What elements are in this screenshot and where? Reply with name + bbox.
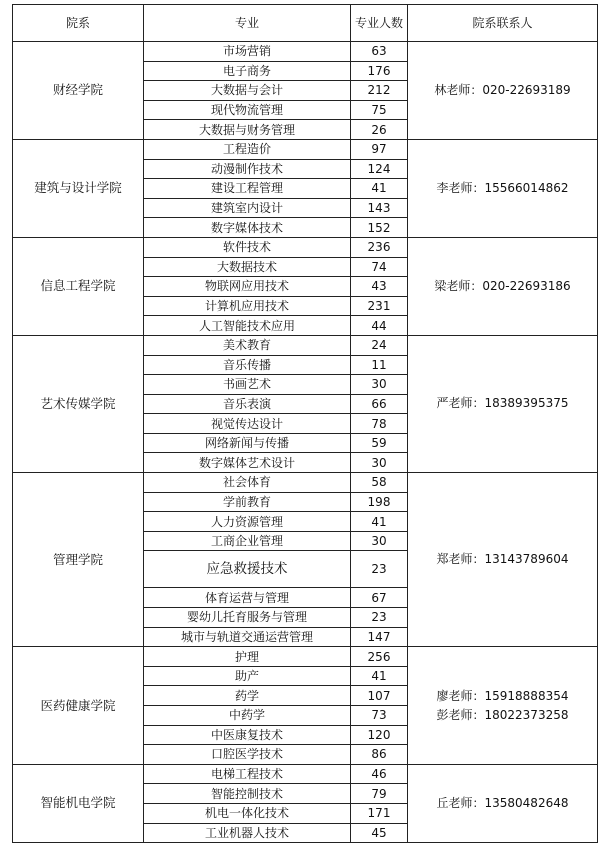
major-count: 152 <box>351 218 408 238</box>
table-row <box>13 42 598 62</box>
department-name: 医药健康学院 <box>13 647 144 765</box>
major-name: 大数据与财务管理 <box>144 120 351 140</box>
major-name: 中药学 <box>144 706 351 726</box>
major-name: 书画艺术 <box>144 375 351 395</box>
major-name: 数字媒体艺术设计 <box>144 453 351 473</box>
major-count: 24 <box>351 335 408 355</box>
major-name: 大数据与会计 <box>144 81 351 101</box>
department-contact <box>408 42 598 140</box>
major-name: 药学 <box>144 686 351 706</box>
major-name: 工业机器人技术 <box>144 823 351 843</box>
major-count: 11 <box>351 355 408 375</box>
department-name: 建筑与设计学院 <box>13 139 144 237</box>
department-contact <box>408 237 598 335</box>
major-name: 数字媒体技术 <box>144 218 351 238</box>
major-name: 网络新闻与传播 <box>144 433 351 453</box>
major-name: 助产 <box>144 666 351 686</box>
major-name: 建设工程管理 <box>144 179 351 199</box>
major-count: 256 <box>351 647 408 667</box>
header-major: 专业 <box>144 5 351 42</box>
major-count: 97 <box>351 139 408 159</box>
table-body <box>13 42 598 843</box>
major-count: 30 <box>351 453 408 473</box>
major-count: 26 <box>351 120 408 140</box>
major-count: 78 <box>351 414 408 434</box>
major-count: 236 <box>351 237 408 257</box>
major-count: 107 <box>351 686 408 706</box>
department-contact <box>408 473 598 647</box>
major-count: 147 <box>351 627 408 647</box>
major-count: 86 <box>351 745 408 765</box>
major-name: 电梯工程技术 <box>144 764 351 784</box>
header-dept: 院系 <box>13 5 144 42</box>
major-name: 人工智能技术应用 <box>144 316 351 336</box>
major-name: 城市与轨道交通运营管理 <box>144 627 351 647</box>
department-contact <box>408 139 598 237</box>
major-count: 143 <box>351 198 408 218</box>
major-count: 45 <box>351 823 408 843</box>
major-count: 59 <box>351 433 408 453</box>
major-count: 198 <box>351 492 408 512</box>
table-row <box>13 237 598 257</box>
major-count: 74 <box>351 257 408 277</box>
major-name: 动漫制作技术 <box>144 159 351 179</box>
department-contact <box>408 764 598 842</box>
contact-line: 郑老师：13143789604 <box>436 552 569 567</box>
department-contact <box>408 335 598 472</box>
header-row <box>13 5 598 42</box>
major-count: 58 <box>351 473 408 493</box>
contact-line: 林老师：020-22693189 <box>434 82 571 97</box>
department-contact <box>408 647 598 765</box>
contact-line: 丘老师：13580482648 <box>436 795 569 810</box>
major-name: 美术教育 <box>144 335 351 355</box>
major-name: 人力资源管理 <box>144 512 351 532</box>
major-name: 音乐表演 <box>144 394 351 414</box>
major-count: 79 <box>351 784 408 804</box>
major-name: 软件技术 <box>144 237 351 257</box>
major-name: 中医康复技术 <box>144 725 351 745</box>
contact-line: 廖老师：15918888354 <box>436 688 569 703</box>
table-row <box>13 764 598 784</box>
table-row <box>13 647 598 667</box>
major-name: 学前教育 <box>144 492 351 512</box>
contact-line: 李老师：15566014862 <box>436 180 569 195</box>
major-name: 应急救援技术 <box>144 551 351 588</box>
header-contact: 院系联系人 <box>408 5 598 42</box>
major-count: 41 <box>351 666 408 686</box>
major-name: 护理 <box>144 647 351 667</box>
major-name: 物联网应用技术 <box>144 277 351 297</box>
major-count: 23 <box>351 608 408 628</box>
major-count: 75 <box>351 100 408 120</box>
major-name: 社会体育 <box>144 473 351 493</box>
major-name: 口腔医学技术 <box>144 745 351 765</box>
department-name: 管理学院 <box>13 473 144 647</box>
major-count: 23 <box>351 551 408 588</box>
header-count: 专业人数 <box>351 5 408 42</box>
major-count: 67 <box>351 588 408 608</box>
major-name: 工程造价 <box>144 139 351 159</box>
major-name: 现代物流管理 <box>144 100 351 120</box>
major-name: 建筑室内设计 <box>144 198 351 218</box>
major-name: 婴幼儿托育服务与管理 <box>144 608 351 628</box>
major-name: 市场营销 <box>144 42 351 62</box>
major-name: 工商企业管理 <box>144 531 351 551</box>
contact-line: 梁老师：020-22693186 <box>434 278 571 293</box>
major-name: 机电一体化技术 <box>144 803 351 823</box>
department-name: 信息工程学院 <box>13 237 144 335</box>
major-name: 大数据技术 <box>144 257 351 277</box>
major-count: 30 <box>351 375 408 395</box>
major-name: 计算机应用技术 <box>144 296 351 316</box>
major-count: 66 <box>351 394 408 414</box>
major-count: 176 <box>351 61 408 81</box>
major-count: 30 <box>351 531 408 551</box>
majors-table <box>12 4 598 843</box>
table-row <box>13 473 598 493</box>
department-name: 艺术传媒学院 <box>13 335 144 472</box>
major-count: 46 <box>351 764 408 784</box>
major-count: 41 <box>351 179 408 199</box>
major-name: 体育运营与管理 <box>144 588 351 608</box>
contact-line: 严老师：18389395375 <box>436 396 569 411</box>
major-name: 智能控制技术 <box>144 784 351 804</box>
major-count: 212 <box>351 81 408 101</box>
major-name: 电子商务 <box>144 61 351 81</box>
major-count: 41 <box>351 512 408 532</box>
department-name: 财经学院 <box>13 42 144 140</box>
major-count: 120 <box>351 725 408 745</box>
major-count: 73 <box>351 706 408 726</box>
major-count: 43 <box>351 277 408 297</box>
table-row <box>13 139 598 159</box>
major-name: 音乐传播 <box>144 355 351 375</box>
major-count: 44 <box>351 316 408 336</box>
table-row <box>13 335 598 355</box>
department-name: 智能机电学院 <box>13 764 144 842</box>
major-count: 171 <box>351 803 408 823</box>
major-name: 视觉传达设计 <box>144 414 351 434</box>
contact-line: 彭老师：18022373258 <box>436 707 569 722</box>
major-count: 231 <box>351 296 408 316</box>
major-count: 124 <box>351 159 408 179</box>
major-count: 63 <box>351 42 408 62</box>
